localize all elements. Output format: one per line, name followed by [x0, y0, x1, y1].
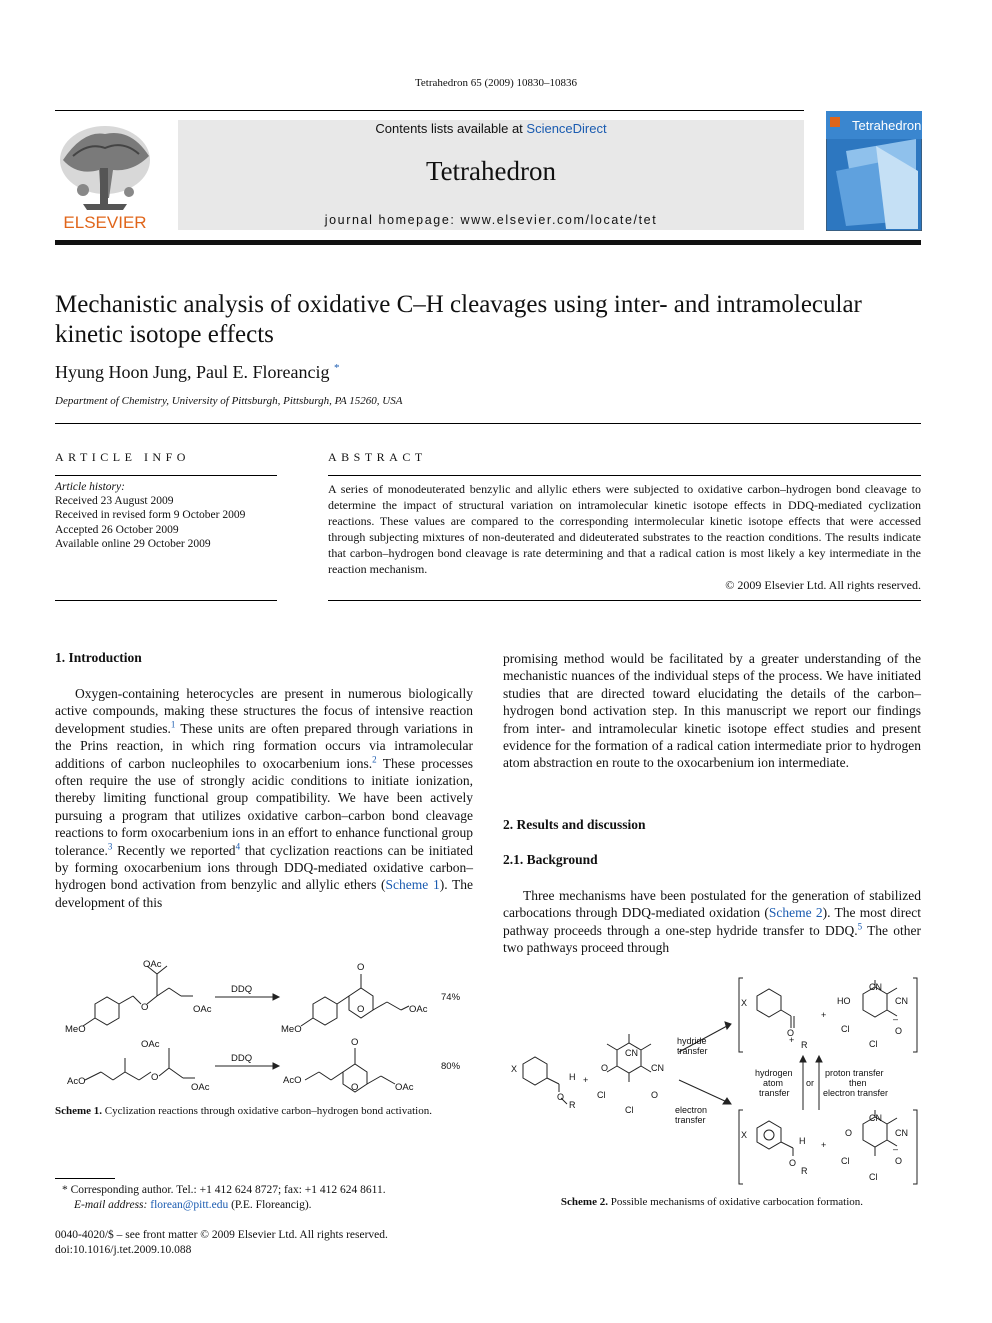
- affiliation: Department of Chemistry, University of Pittsburgh, Pittsburgh, PA 15260, USA: [55, 395, 403, 407]
- results-heading: 2. Results and discussion: [503, 817, 646, 832]
- electron-line-2: transfer: [675, 1115, 706, 1125]
- oac-label: OAc: [143, 959, 162, 970]
- ref-1-link[interactable]: 1: [170, 719, 176, 730]
- elsevier-wordmark: ELSEVIER: [63, 213, 147, 232]
- reagent-ddq: DDQ: [231, 984, 253, 995]
- divider: [55, 600, 277, 601]
- caption-label: Scheme 2.: [560, 1196, 608, 1208]
- abstract-text: [328, 481, 921, 593]
- yield-2: 80%: [441, 1061, 461, 1072]
- journal-reference: Tetrahedron 65 (2009) 10830–10836: [414, 77, 578, 89]
- plus-sign: +: [821, 1140, 827, 1150]
- scheme-1-caption: [55, 1105, 432, 1117]
- author-names: Hyung Hoon Jung, Paul E. Floreancig: [55, 362, 330, 382]
- plus-sign: +: [821, 1010, 827, 1020]
- o-label: O: [601, 1063, 609, 1073]
- o-label: O: [787, 1028, 795, 1038]
- contact-line: * Corresponding author. Tel.: +1 412 624 8727; fax: +1 412 624 8611.: [62, 1184, 386, 1196]
- abstract-body: A series of monodeuterated benzylic and allylic ethers were subjected to oxidative carbon–hydrogen bond cleavage to determine the impact of structural variation on intramolecular kinetic isotope effects in DDQ-mediated cyclization reactions. These values are compared to the corresponding intermolecular kinetic isotope effects that were accessed through subjecting mixtures of non-deuterated and dideuterated substrates to the reaction conditions. The results indicate that carbon–hydrogen bond cleavage is rate determining and that a radical cation is most likely a key intermediate in the reaction mechanism.: [328, 482, 921, 576]
- header-rule-top: [55, 110, 804, 111]
- pt-line-2: then: [849, 1078, 867, 1088]
- ho-label: HO: [837, 996, 851, 1006]
- footnote-rule: [55, 1178, 115, 1179]
- ref-4-link[interactable]: 4: [235, 841, 241, 852]
- contents-prefix: Contents lists available at: [375, 121, 527, 136]
- minus-sign: –: [893, 1144, 899, 1154]
- o-label: O: [151, 1072, 159, 1083]
- pt-line-1: proton transfer: [825, 1068, 884, 1078]
- hydride-line-1: hydride: [677, 1036, 707, 1046]
- r-label: R: [801, 1040, 808, 1050]
- o-label: O: [895, 1156, 903, 1166]
- author-list: [55, 362, 339, 383]
- r-label: R: [801, 1166, 808, 1176]
- ref-2-link[interactable]: 2: [372, 754, 377, 765]
- email-link[interactable]: florean@pitt.edu: [150, 1199, 229, 1211]
- cl-label: Cl: [841, 1156, 850, 1166]
- cn-label: CN: [895, 996, 908, 1006]
- email-label: E-mail address:: [74, 1199, 151, 1211]
- background-paragraph: Three mechanisms have been postulated for the generation of stabilized carbocations through DDQ-mediated oxidation (Scheme 2). The most direct pathway proceeds through a one-step hydride transfer to DDQ.$^5$ The other two pathways proceed through: [503, 888, 921, 956]
- journal-cover: [826, 111, 922, 231]
- scheme-1-link[interactable]: Scheme 1: [385, 877, 440, 893]
- oac-label: OAc: [395, 1082, 414, 1093]
- meo-label: MeO: [281, 1024, 302, 1035]
- r-label: R: [569, 1100, 576, 1110]
- abstract-heading: ABSTRACT: [328, 450, 427, 464]
- scheme-2-figure: [503, 972, 923, 1192]
- o-label: O: [651, 1090, 659, 1100]
- divider: [55, 423, 921, 424]
- divider: [55, 475, 277, 476]
- hat-line-2: atom: [763, 1078, 784, 1088]
- background-heading: 2.1. Background: [503, 852, 598, 867]
- elsevier-logo: [53, 120, 157, 232]
- aco-label: AcO: [67, 1076, 86, 1087]
- intro-heading: 1. Introduction: [55, 650, 142, 665]
- reagent-ddq: DDQ: [231, 1053, 253, 1064]
- o-label: O: [357, 962, 365, 973]
- yield-1: 74%: [441, 992, 461, 1003]
- h-label: H: [569, 1072, 576, 1082]
- intro-paragraph-cont: [503, 650, 921, 772]
- divider: [328, 600, 921, 601]
- history-label: Article history:: [55, 481, 125, 493]
- divider: [328, 475, 921, 476]
- article-title: Mechanistic analysis of oxidative C–H cleavages using inter- and intramolecular kinetic isotope effects: [55, 291, 862, 348]
- oac-label: OAc: [193, 1004, 212, 1015]
- tree-icon: [60, 126, 150, 210]
- scheme-2-link[interactable]: Scheme 2: [768, 905, 823, 921]
- sciencedirect-link[interactable]: ScienceDirect: [526, 121, 607, 136]
- header-rule-thick: [55, 240, 921, 245]
- o-label: O: [845, 1128, 853, 1138]
- hydride-line-2: transfer: [677, 1046, 708, 1056]
- hat-line-1: hydrogen: [755, 1068, 793, 1078]
- plus-sign: +: [583, 1075, 589, 1085]
- contents-line: [178, 121, 804, 136]
- hat-line-3: transfer: [759, 1088, 790, 1098]
- doi-link[interactable]: doi:10.1016/j.tet.2009.10.088: [55, 1244, 192, 1256]
- x-label: X: [511, 1064, 518, 1074]
- article-history: [55, 480, 245, 551]
- caption-text: Possible mechanisms of oxidative carbocation formation.: [610, 1196, 864, 1208]
- minus-sign: –: [893, 1014, 899, 1024]
- online-date: Available online 29 October 2009: [55, 537, 211, 550]
- electron-line-1: electron: [675, 1105, 708, 1115]
- corresponding-author-mark[interactable]: *: [333, 362, 340, 374]
- cn-label: CN: [651, 1063, 664, 1073]
- article-info-heading: ARTICLE INFO: [55, 450, 190, 464]
- o-label: O: [357, 1004, 365, 1015]
- caption-text: Cyclization reactions through oxidative carbon–hydrogen bond activation.: [104, 1105, 432, 1117]
- o-label: O: [789, 1158, 797, 1168]
- oac-label: OAc: [191, 1082, 210, 1093]
- revised-date: Received in revised form 9 October 2009: [55, 509, 246, 522]
- o-label: O: [895, 1026, 903, 1036]
- plus-sign: +: [789, 1035, 795, 1045]
- received-date: Received 23 August 2009: [55, 495, 174, 508]
- intro-p2: promising method would be facilitated by a greater understanding of the mechanistic nuances of the individual steps of the process. We have initiated studies that are directed toward elucidating the details of the carbon–hydrogen bond activation step. In this manuscript we report our findings from inter- and intramolecular kinetic isotope effect studies and present evidence for the formation of a radical cation intermediate prior to hydrogen atom abstraction en route to the oxocarbenium ion intermediate.: [503, 651, 921, 771]
- scheme-1-figure: [55, 952, 475, 1102]
- ref-5-link[interactable]: 5: [857, 921, 863, 932]
- issn-line: 0040-4020/$ – see front matter © 2009 Elsevier Ltd. All rights reserved.: [55, 1229, 388, 1241]
- journal-homepage[interactable]: journal homepage: www.elsevier.com/locate/tet: [324, 213, 658, 227]
- o-label: O: [557, 1092, 565, 1102]
- cn-label: CN: [869, 982, 882, 992]
- caption-label: Scheme 1.: [55, 1105, 103, 1117]
- o-label: O: [141, 1002, 149, 1013]
- aco-label: AcO: [283, 1075, 302, 1086]
- ref-3-link[interactable]: 3: [107, 841, 113, 852]
- cl-label: Cl: [841, 1024, 850, 1034]
- abstract-copyright: © 2009 Elsevier Ltd. All rights reserved.: [725, 578, 921, 592]
- cl-label: Cl: [869, 1039, 878, 1049]
- cl-label: Cl: [625, 1105, 634, 1115]
- pt-line-3: electron transfer: [823, 1088, 889, 1098]
- cn-label: CN: [869, 1113, 882, 1123]
- cl-label: Cl: [869, 1172, 878, 1182]
- accepted-date: Accepted 26 October 2009: [55, 523, 179, 536]
- journal-name: Tetrahedron: [425, 156, 557, 186]
- email-suffix: (P.E. Floreancig).: [228, 1199, 312, 1211]
- scheme-2-caption: [503, 1196, 921, 1208]
- oac-label: OAc: [409, 1004, 428, 1015]
- h-label: H: [799, 1136, 806, 1146]
- cover-title: Tetrahedron: [852, 118, 922, 133]
- x-label: X: [741, 998, 748, 1008]
- x-label: X: [741, 1130, 748, 1140]
- o-label: O: [351, 1037, 359, 1048]
- oac-label: OAc: [141, 1039, 160, 1050]
- corresponding-footnote: [62, 1183, 386, 1213]
- page-footer: [55, 1228, 388, 1258]
- cn-label: CN: [895, 1128, 908, 1138]
- cn-label: CN: [625, 1048, 638, 1058]
- o-label: O: [351, 1082, 359, 1093]
- intro-paragraph: Oxygen-containing heterocycles are present in numerous biologically active compounds, making these structures the focus of intensive reaction development studies.$^1$ These units are often prepared through variations in the Prins reaction, in which ring formation occurs via intramolecular additions of carbon nucleophiles to oxocarbenium ions.$^2$ These processes often require the use of strongly acidic conditions to initiate ionization, thereby limiting functional group compatibility. We have been actively pursuing a program that utilizes oxidative carbon–carbon bond cleavage reactions to form oxocarbenium ions in an effort to enhance functional group tolerance.$^3$ Recently we reported$^4$ that cyclization reactions can be initiated by forming oxocarbenium ions through DDQ-mediated oxidative carbon–hydrogen bond activation from benzylic and allylic ethers (Scheme 1). The development of this: [55, 686, 473, 910]
- or-label: or: [806, 1078, 815, 1088]
- meo-label: MeO: [65, 1024, 86, 1035]
- cl-label: Cl: [597, 1090, 606, 1100]
